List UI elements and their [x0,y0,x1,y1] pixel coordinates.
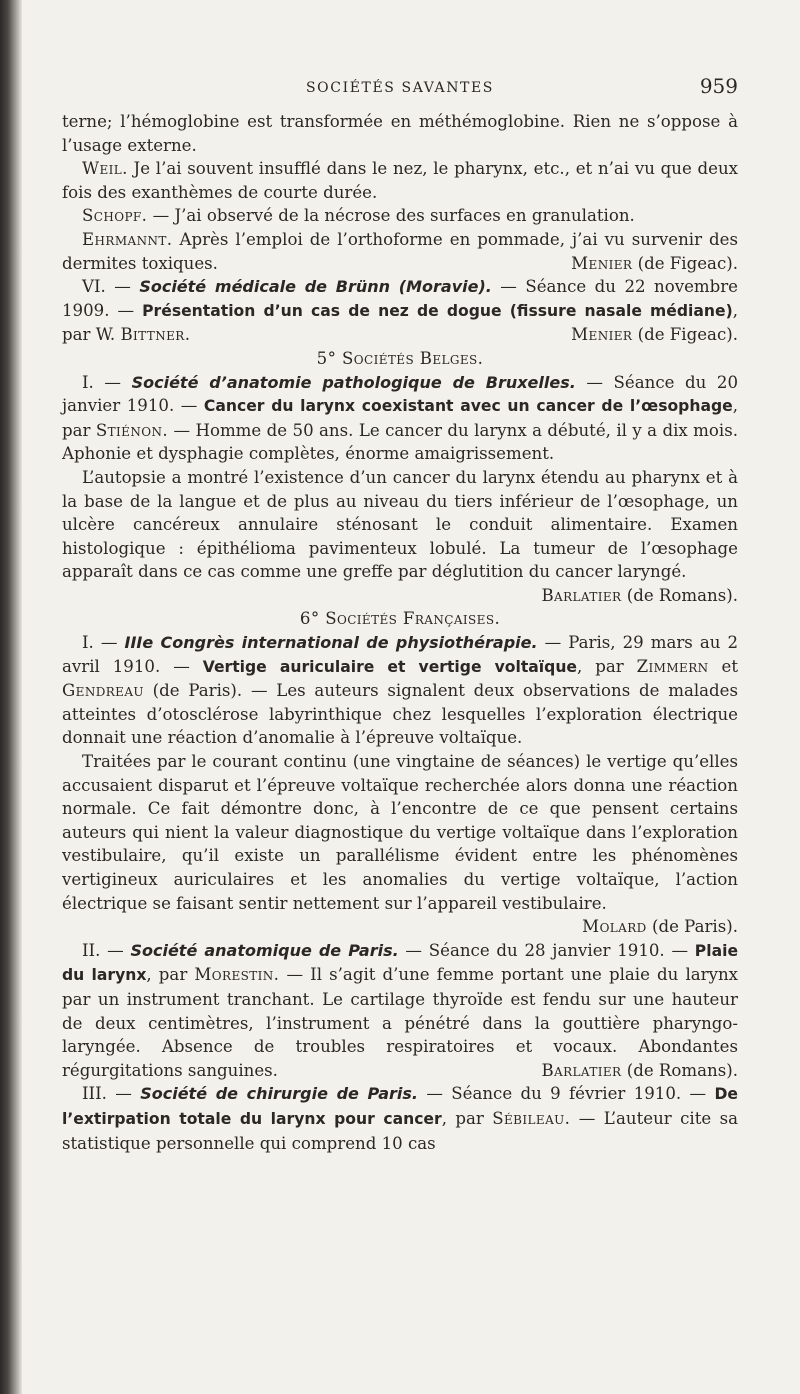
book-spine-shadow [0,0,22,1394]
paragraph [62,1082,738,1155]
section-heading: 6° Sociétés Françaises. [299,609,501,629]
signature-author: Barlatier [541,585,622,605]
signature-author: Menier [571,325,633,345]
society-name: Société anatomique de Paris. [130,940,399,960]
author-name: Weil. [82,159,128,179]
communication-title: De l’extirpation totale du larynx pour cancer [62,1085,738,1128]
paragraph-text: — Il s’agit d’une femme portant une plaie du larynx par un instrument tranchant. Le cartilage thyroïde est fendu sur une hauteur de deux centimètres, l’instrument a pénétré dans la gouttière pharyngo-laryngée. Absence de troubles respiratoires et vocaux. Abondantes régurgitations sanguines. [62,965,739,1080]
paragraph [62,204,738,228]
signature [521,1059,738,1083]
signature-place: (de Romans). [621,585,738,605]
author-name: Sébileau. [492,1108,571,1128]
article-body [62,110,738,1155]
signature-author: Molard [582,917,647,937]
session-date: — Séance du 9 février 1910. — [418,1084,715,1104]
signature [562,915,738,939]
author-name: Stiénon. [95,420,169,440]
by-text: , par [146,965,195,985]
running-title: SOCIÉTÉS SAVANTES [305,80,494,96]
society-name: Société médicale de Brünn (Moravie). [139,277,492,297]
signature-place: (de Romans). [621,1060,738,1080]
page-number: 959 [699,74,738,98]
signature [551,323,738,347]
section-number: VI. — [82,277,140,297]
paragraph [62,157,738,204]
paragraph-text: Après l’emploi de l’orthoforme en pommade, j’ai vu survenir des dermites toxiques. [62,229,738,273]
paragraph-text: — Homme de 50 ans. Le cancer du larynx a débuté, il y a dix mois. Aphonie et dysphagie complètes, énorme amaigrissement. [62,420,738,464]
paragraph-text: (de Paris). — Les auteurs signalent deux observations de malades atteintes d’otosclérose labyrinthique chez lesquelles l’exploration électrique donnait une réaction d’anomalie à l’épreuve voltaïque. [62,681,738,748]
author-name: Bittner. [120,325,191,345]
signature [551,252,738,276]
paragraph [62,631,738,750]
by-text: , par W. [62,300,739,345]
author-name: Zimmern [636,656,709,676]
by-text: , par [577,656,637,676]
society-name: Société d’anatomie pathologique de Bruxelles. [131,372,576,392]
society-name: IIIe Congrès international de physiothérapie. [124,633,538,653]
page-header [62,70,738,110]
paragraph [62,466,738,608]
signature-place: (de Figeac). [632,253,738,273]
paragraph-text: L’autopsie a montré l’existence d’un cancer du larynx étendu au pharynx et à la base de la langue et de plus au niveau du tiers inférieur de l’œsophage, un ulcère cancéreux annulaire sténosant le conduit alimentaire. Examen histologique : épithélioma pavimenteux lobulé. La tumeur de l’œsophage apparaît dans ce cas comme une greffe par déglutition du cancer laryngé. [62,467,738,582]
author-name: Morestin. [194,965,280,985]
signature-place: (de Figeac). [632,325,738,345]
and-text: et [708,656,738,676]
society-name: Société de chirurgie de Paris. [140,1084,418,1104]
paragraph-text: — L’auteur cite sa statistique personnelle qui comprend 10 cas [62,1108,739,1153]
signature [521,584,738,608]
session-date: — Séance du 20 janvier 1910. — [62,372,738,416]
by-text: , par [441,1108,493,1128]
communication-title: Cancer du larynx coexistant avec un cancer de l’œsophage [203,397,733,416]
session-date: — Séance du 22 novembre 1909. — [62,277,738,320]
communication-title: Plaie du larynx [62,941,739,985]
session-date: — Paris, 29 mars au 2 avril 1910. — [62,633,738,676]
paragraph-text: terne; l’hémoglobine est transformée en méthémoglobine. Rien ne s’oppose à l’usage externe. [62,112,738,155]
paragraph [62,228,738,275]
by-text: , par [62,396,738,440]
section-number: III. — [82,1084,141,1104]
page [62,70,738,1155]
paragraph-text: Je l’ai souvent insufflé dans le nez, le pharynx, etc., et n’ai vu que deux fois des exanthèmes de courte durée. [62,159,738,202]
paragraph [62,750,738,939]
section-number: I. — [82,372,132,392]
paragraph-text: — J’ai observé de la nécrose des surfaces en granulation. [147,206,635,226]
author-name: Gendreau [62,681,144,701]
section-heading: 5° Sociétés Belges. [316,348,484,368]
session-date: — Séance du 28 janvier 1910. — [398,940,695,960]
signature-place: (de Paris). [646,917,738,937]
signature-author: Menier [571,253,633,273]
paragraph [62,371,738,466]
section-number: II. — [82,940,131,960]
signature-author: Barlatier [541,1060,622,1080]
paragraph [62,110,738,157]
section-number: I. — [82,633,125,653]
communication-title: Vertige auriculaire et vertige voltaïque [202,657,577,676]
paragraph-text: Traitées par le courant continu (une vingtaine de séances) le vertige qu’elles accusaient disparut et l’épreuve voltaïque recherchée alors donna une réaction normale. Ce fait démontre donc, à l’encontre de ce que pensent certains auteurs qui nient la valeur diagnostique du vertige voltaïque dans l’exploration vestibulaire, qu’il existe un parallélisme évident entre les phénomènes vertigineux auriculaires et les anomalies du vertige voltaïque, l’action électrique se faisant sentir nettement sur l’appareil vestibulaire. [62,752,738,913]
author-name: Schopf. [82,206,148,226]
paragraph [62,275,738,347]
communication-title: Présentation d’un cas de nez de dogue (fissure nasale médiane) [142,301,733,320]
paragraph [62,939,738,1083]
author-name: Ehrmannt. [82,229,173,249]
